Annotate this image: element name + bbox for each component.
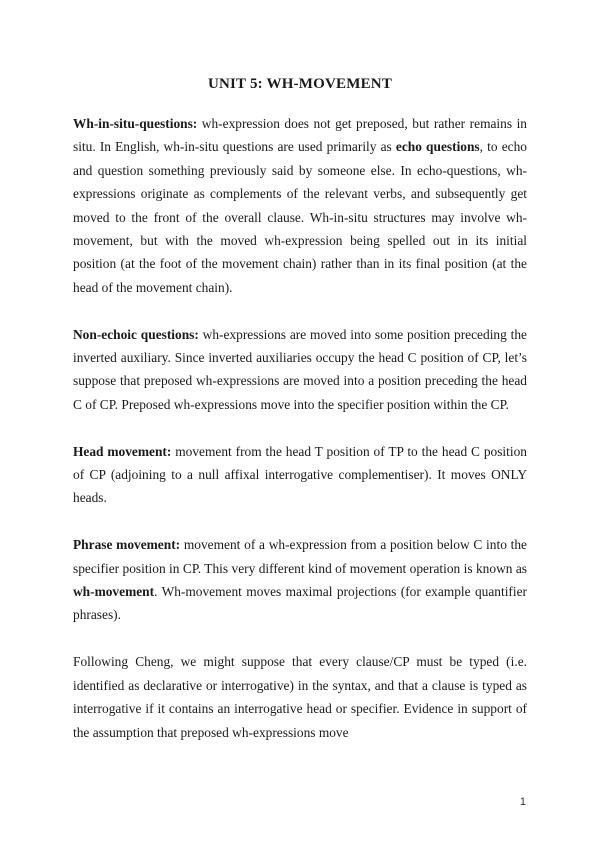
page-number: 1 — [519, 796, 526, 808]
bold-echo-questions: echo questions — [395, 139, 480, 155]
page-title: UNIT 5: WH-MOVEMENT — [207, 76, 393, 92]
paragraph-non-echoic — [73, 323, 527, 417]
paragraph-text: Following Cheng, we might suppose that every clause/CP must be typed (i.e. identified as declarative or interrogative) in the syntax, and that a clause is typed as interrogative if it contains an interrogative head or specifier. Evidence in support of the assumption that preposed wh-expressions move — [73, 654, 527, 740]
term-phrase-movement: Phrase movement: — [73, 537, 181, 553]
term-non-echoic: Non-echoic questions: — [73, 326, 199, 342]
paragraph-text: wh-expressions are moved into some position preceding the inverted auxiliary. Since inverted auxiliaries occupy the head C position of CP, let’s suppose that preposed wh-expressions are moved into a position preceding the head C of CP. Preposed wh-expressions move into the specifier position within the CP. — [73, 326, 527, 412]
paragraph-text: . Wh-movement moves maximal projections (for example quantifier phrases). — [73, 584, 527, 623]
paragraph-text: , to echo and question something previously said by someone else. In echo-questions, wh-expressions originate as complements of the relevant verbs, and subsequently get moved to the front of the overall clause. Wh-in-situ structures may involve wh-movement, but with the moved wh-expression being spelled out in its initial position (at the foot of the movement chain) rather than in its final position (at the head of the movement chain). — [73, 139, 527, 295]
paragraph-text: wh-expression does not get preposed, but rather remains in situ. In English, wh-in-situ questions are used primarily as — [73, 116, 527, 155]
term-head-movement: Head movement: — [73, 443, 172, 459]
paragraph-head-movement — [73, 440, 527, 510]
paragraph-text: movement of a wh-expression from a position below C into the specifier position in CP. This very different kind of movement operation is known as — [73, 537, 527, 576]
paragraph-phrase-movement — [73, 533, 527, 627]
paragraph-wh-in-situ — [73, 112, 527, 299]
term-wh-in-situ: Wh-in-situ-questions: — [73, 116, 198, 131]
paragraph-text: movement from the head T position of TP to the head C position of CP (adjoining to a null affixal interrogative complementiser). It moves ONLY heads. — [73, 443, 527, 506]
document-body — [73, 112, 527, 744]
bold-wh-movement: wh-movement — [73, 584, 155, 600]
paragraph-cheng — [73, 650, 527, 744]
